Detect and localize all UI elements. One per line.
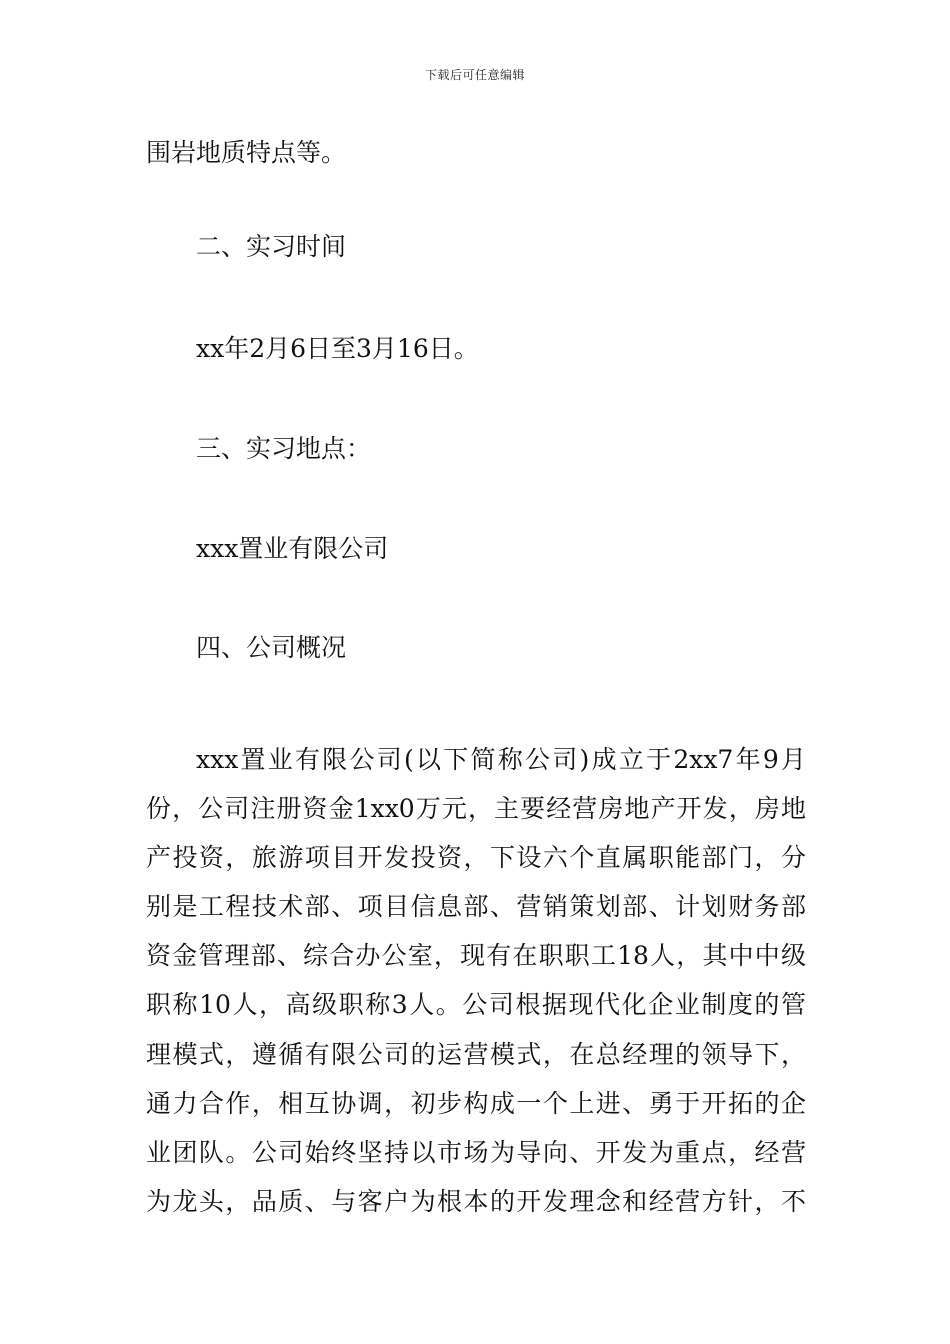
paragraph-line: 产投资，旅游项目开发投资，下设六个直属职能部门，分 [146, 843, 806, 873]
section-heading-company: 四、公司概况 [196, 633, 347, 662]
internship-location: xxx置业有限公司 [196, 534, 389, 563]
paragraph-line: 业团队。公司始终坚持以市场为导向、开发为重点，经营 [146, 1137, 806, 1167]
paragraph-line: 资金管理部、综合办公室，现有在职职工18人，其中中级 [146, 941, 806, 971]
section-heading-time: 二、实习时间 [196, 232, 347, 261]
page-header: 下载后可任意编辑 [424, 68, 525, 82]
company-overview-paragraph [146, 735, 806, 1226]
paragraph-line: 份，公司注册资金1xx0万元，主要经营房地产开发，房地 [146, 794, 806, 824]
paragraph-line: 职称10人，高级职称3人。公司根据现代化企业制度的管 [146, 990, 806, 1020]
paragraph-line: xxx置业有限公司(以下简称公司)成立于2xx7年9月 [196, 745, 806, 774]
paragraph-line: 别是工程技术部、项目信息部、营销策划部、计划财务部 [146, 892, 806, 922]
paragraph-line: 理模式，遵循有限公司的运营模式，在总经理的领导下， [146, 1039, 806, 1069]
paragraph-line: 为龙头，品质、与客户为根本的开发理念和经营方针，不 [146, 1186, 806, 1216]
paragraph-line: 通力合作，相互协调，初步构成一个上进、勇于开拓的企 [146, 1088, 806, 1118]
section-heading-location: 三、实习地点： [196, 434, 372, 463]
continuation-text: 围岩地质特点等。 [146, 138, 347, 167]
internship-dates: xx年2月6日至3月16日。 [196, 334, 479, 363]
